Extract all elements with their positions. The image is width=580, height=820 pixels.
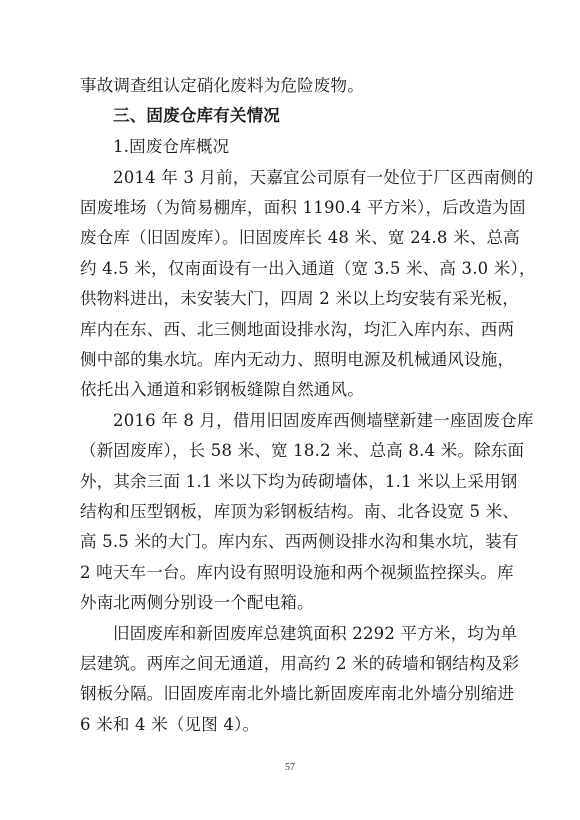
paragraph-line: 固废堆场（为简易棚库，面积 1190.4 平方米），后改造为固 [80, 198, 526, 217]
paragraph-line: 外，其余三面 1.1 米以下均为砖砌墙体，1.1 米以上采用钢 [80, 472, 518, 491]
section-heading: 三、固废仓库有关情况 [113, 106, 280, 125]
paragraph-line: 2016 年 8 月，借用旧固废库西侧墙壁新建一座固废仓库 [113, 411, 534, 430]
paragraph-line: 高 5.5 米的大门。库内东、西两侧设排水沟和集水坑，装有 [80, 532, 519, 551]
paragraph-line: 约 4.5 米，仅南面设有一出入通道（宽 3.5 米、高 3.0 米）， [80, 259, 536, 278]
paragraph-line: 外南北两侧分别设一个配电箱。 [80, 593, 314, 612]
paragraph-line: 2014 年 3 月前，天嘉宜公司原有一处位于厂区西南侧的 [113, 168, 534, 187]
paragraph-line: 废仓库（旧固废库）。旧固废库长 48 米、宽 24.8 米、总高 [80, 228, 520, 247]
paragraph-line: 依托出入通道和彩钢板缝隙自然通风。 [80, 380, 364, 399]
paragraph-line: 结构和压型钢板，库顶为彩钢板结构。南、北各设宽 5 米、 [80, 502, 520, 521]
subsection-heading: 1.固废仓库概况 [113, 137, 230, 156]
paragraph-line: （新固废库），长 58 米、宽 18.2 米、总高 8.4 米。除东面 [80, 441, 525, 460]
paragraph-line: 6 米和 4 米（见图 4）。 [80, 715, 260, 734]
paragraph-line: 库内在东、西、北三侧地面设排水沟，均汇入库内东、西两 [80, 320, 515, 339]
paragraph-line: 侧中部的集水坑。库内无动力、照明电源及机械通风设施， [80, 350, 515, 369]
paragraph-line: 旧固废库和新固废库总建筑面积 2292 平方米，均为单 [113, 624, 518, 643]
paragraph-line: 供物料进出，未安装大门，四周 2 米以上均安装有采光板， [80, 289, 520, 308]
paragraph-line: 事故调查组认定硝化废料为危险废物。 [80, 76, 364, 95]
page-number: 57 [285, 762, 295, 773]
paragraph-line: 钢板分隔。旧固废库南北外墙比新固废库南北外墙分别缩进 [80, 684, 515, 703]
paragraph-line: 层建筑。两库之间无通道，用高约 2 米的砖墙和钢结构及彩 [80, 654, 520, 673]
paragraph-line: 2 吨天车一台。库内设有照明设施和两个视频监控探头。库 [80, 563, 514, 582]
